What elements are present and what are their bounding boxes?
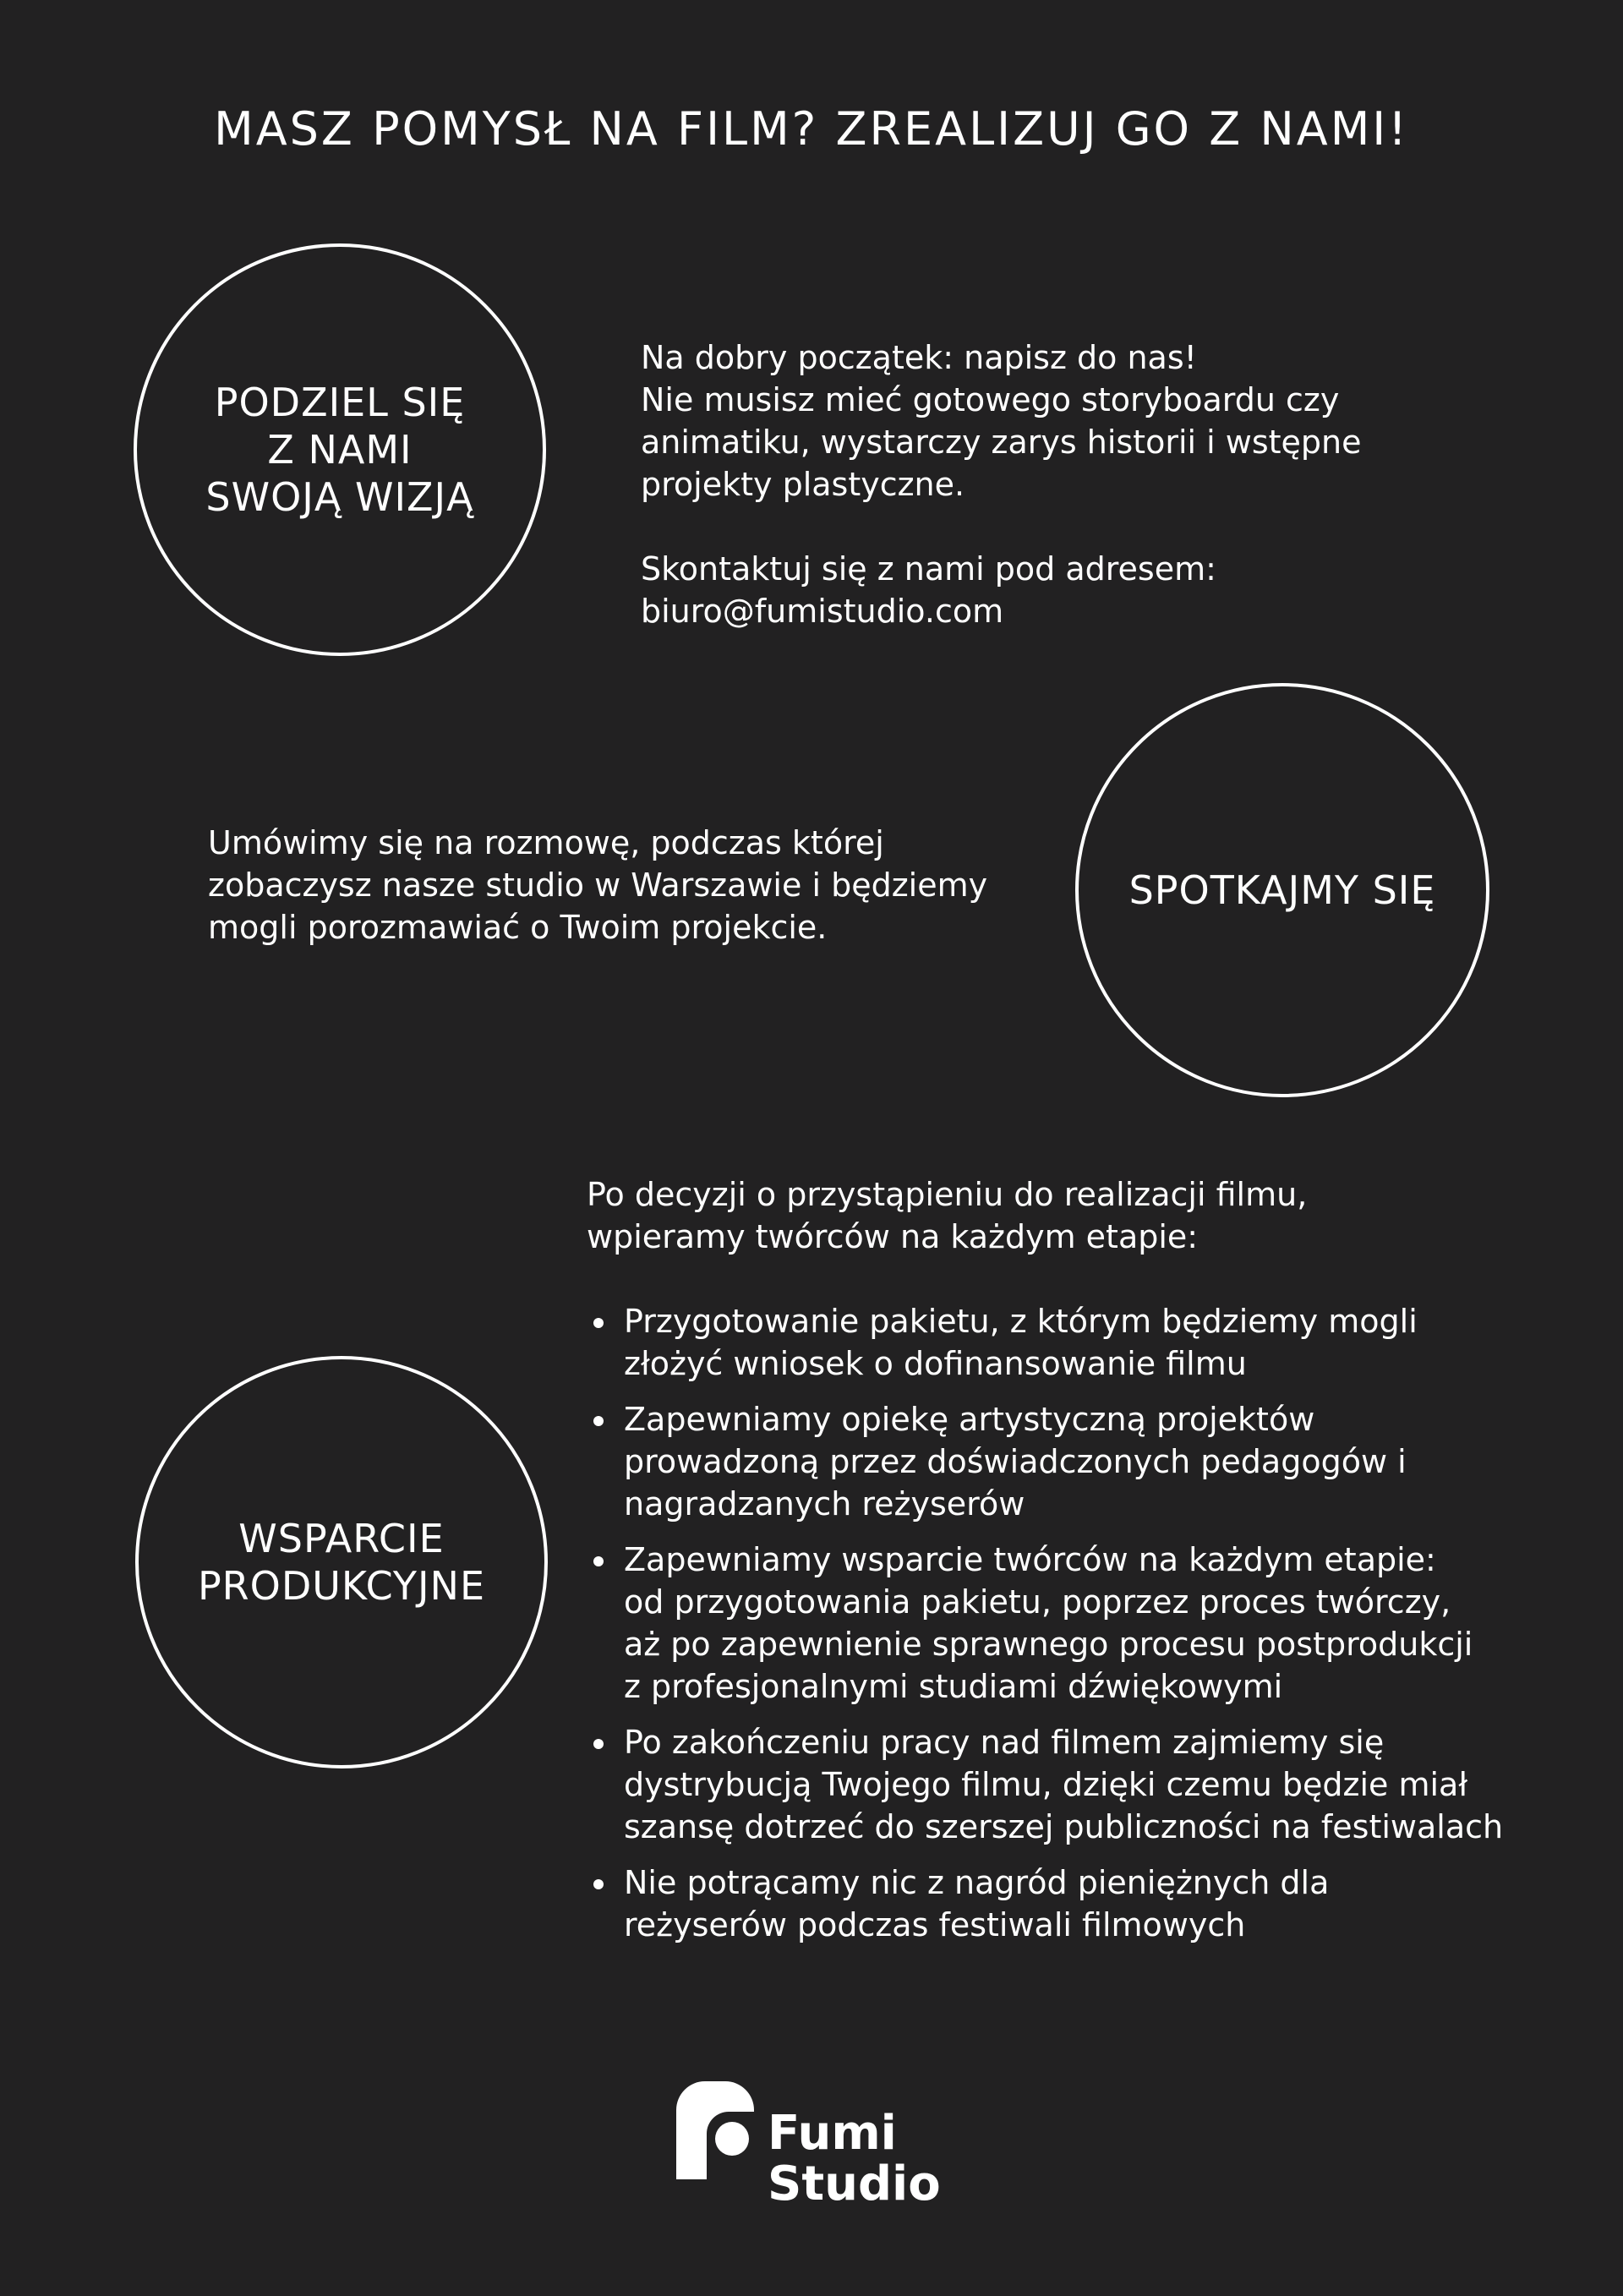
circle-label: WSPARCIE PRODUKCYJNE xyxy=(197,1516,486,1609)
step-text-share-vision xyxy=(641,336,1486,632)
intro-paragraph: Po decyzji o przystąpieniu do realizacji filmu, wpieramy twórców na każdym etapie: xyxy=(587,1176,1308,1255)
support-list xyxy=(587,1300,1542,1946)
step-circle-meet xyxy=(1075,683,1489,1097)
page-title: MASZ POMYSŁ NA FILM? ZREALIZUJ GO Z NAMI! xyxy=(214,102,1409,156)
step-circle-production-support xyxy=(135,1356,548,1768)
list-item: Nie potrącamy nic z nagród pieniężnych dla reżyserów podczas festiwali filmowych xyxy=(587,1861,1542,1946)
paragraph: Umówimy się na rozmowę, podczas której zobaczysz nasze studio w Warszawie i będziemy mogli porozmawiać o Twoim projekcie. xyxy=(208,824,988,946)
list-item: Przygotowanie pakietu, z którym będziemy mogli złożyć wniosek o dofinansowanie filmu xyxy=(587,1300,1542,1385)
paragraph: Na dobry początek: napisz do nas! Nie musisz mieć gotowego storyboardu czy animatiku, wystarczy zarys historii i wstępne projekty plastyczne. xyxy=(641,339,1362,503)
fumi-logo-mark-icon xyxy=(676,2081,754,2179)
fumi-studio-logo xyxy=(676,2075,964,2218)
step-text-meet xyxy=(208,822,1053,948)
contact-paragraph: Skontaktuj się z nami pod adresem: biuro@fumistudio.com xyxy=(641,550,1216,630)
step-text-production-support xyxy=(587,1173,1542,1960)
circle-label: PODZIEL SIĘ Z NAMI SWOJĄ WIZJĄ xyxy=(205,380,474,520)
circle-label: SPOTKAJMY SIĘ xyxy=(1128,867,1436,913)
list-item: Po zakończeniu pracy nad filmem zajmiemy się dystrybucją Twojego filmu, dzięki czemu będzie miał szansę dotrzeć do szerszej publiczności na festiwalach xyxy=(587,1721,1542,1848)
list-item: Zapewniamy wsparcie twórców na każdym etapie: od przygotowania pakietu, poprzez proces twórczy, aż po zapewnienie sprawnego procesu postprodukcji z profesjonalnymi studiami dźwiękowymi xyxy=(587,1539,1542,1708)
step-circle-share-vision xyxy=(134,243,546,656)
logo-wordmark: Fumi Studio xyxy=(768,2106,941,2211)
list-item: Zapewniamy opiekę artystyczną projektów prowadzoną przez doświadczonych pedagogów i nagradzanych reżyserów xyxy=(587,1398,1542,1525)
